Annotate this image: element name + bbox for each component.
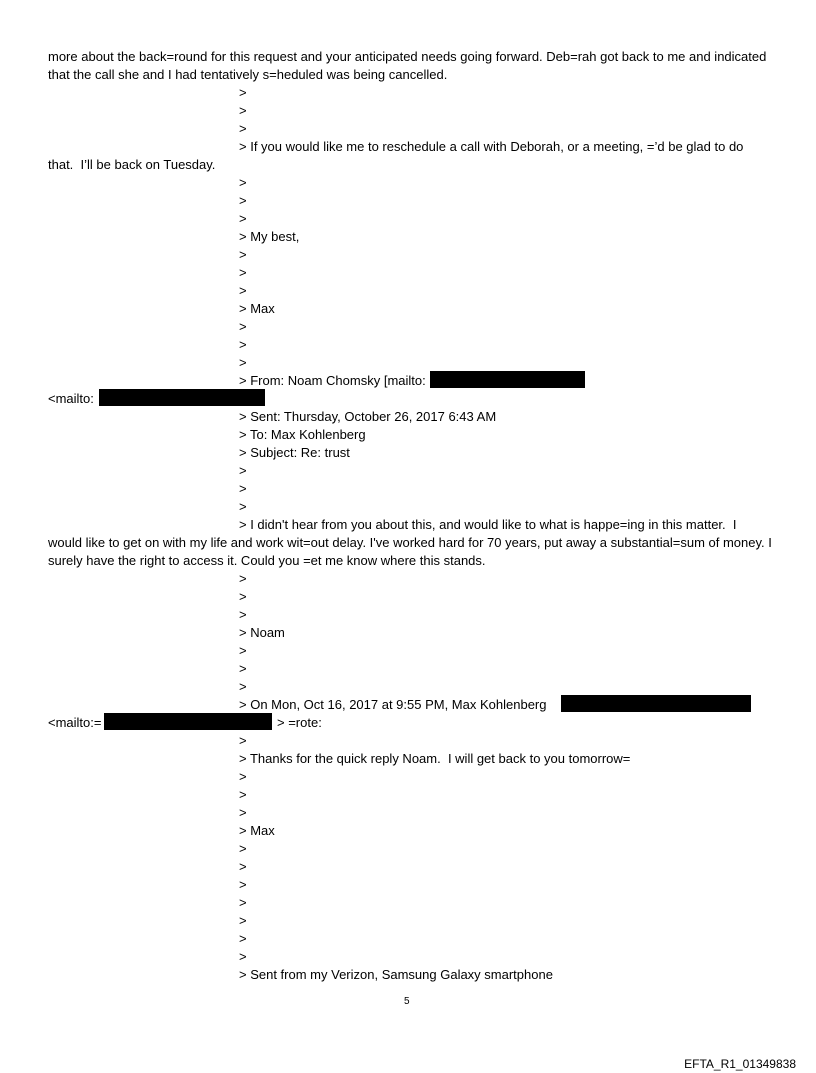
redaction-box (104, 713, 272, 730)
quote-marker: > (239, 877, 247, 892)
document-id-footer: EFTA_R1_01349838 (684, 1057, 796, 1071)
from-line: > From: Noam Chomsky [mailto: (239, 373, 426, 388)
quote-marker: > (239, 283, 247, 298)
quote-marker: > (239, 247, 247, 262)
quote-marker: > (239, 355, 247, 370)
sent-line: > Sent: Thursday, October 26, 2017 6:43 AM (239, 409, 497, 424)
quote-marker: > (239, 859, 247, 874)
mailto-label-2: <mailto:= (48, 715, 102, 730)
quote-marker: > (239, 895, 247, 910)
closing-line: > My best, (239, 229, 300, 244)
wrote-line: > =rote: (277, 715, 322, 730)
quote-marker: > (239, 175, 247, 190)
signature-max-2: > Max (239, 823, 275, 838)
body-paragraph: would like to get on with my life and work wit=out delay. I've worked hard for 70 years, put away a substantial=sum of money. I surely have the right to access it. Could you =et me know where this stands. (48, 535, 772, 568)
quote-marker: > (239, 481, 247, 496)
reschedule-line: > If you would like me to reschedule a call with Deborah, or a meeting, =’d be glad to do (239, 139, 744, 154)
quote-marker: > (239, 193, 247, 208)
quote-marker: > (239, 643, 247, 658)
quote-marker: > (239, 265, 247, 280)
quote-marker: > (239, 463, 247, 478)
quote-marker: > (239, 661, 247, 676)
to-line: > To: Max Kohlenberg (239, 427, 366, 442)
quote-marker: > (239, 769, 247, 784)
sent-from-line: > Sent from my Verizon, Samsung Galaxy smartphone (239, 967, 553, 982)
body-first-line: > I didn't hear from you about this, and would like to what is happe=ing in this matter. I (239, 517, 737, 532)
quote-marker: > (239, 589, 247, 604)
signature-noam: > Noam (239, 625, 285, 640)
quote-marker: > (239, 679, 247, 694)
on-date-line: > On Mon, Oct 16, 2017 at 9:55 PM, Max Kohlenberg (239, 697, 551, 712)
redaction-box (561, 695, 751, 712)
quote-marker: > (239, 607, 247, 622)
quote-marker: > (239, 85, 247, 100)
quote-marker: > (239, 337, 247, 352)
redaction-box (430, 371, 585, 388)
quote-marker: > (239, 949, 247, 964)
reschedule-continuation: that. I’ll be back on Tuesday. (48, 157, 216, 172)
quote-marker: > (239, 121, 247, 136)
mailto-label: <mailto: (48, 391, 94, 406)
signature-max: > Max (239, 301, 275, 316)
page-number: 5 (404, 996, 410, 1007)
quote-marker: > (239, 931, 247, 946)
quote-marker: > (239, 913, 247, 928)
intro-paragraph: more about the back=round for this request and your anticipated needs going forward. Deb=rah got back to me and indicated that the call she and I had tentatively s=heduled was being cancelled. (48, 49, 767, 82)
quote-marker: > (239, 571, 247, 586)
thanks-line: > Thanks for the quick reply Noam. I will get back to you tomorrow= (239, 751, 631, 766)
quote-marker: > (239, 499, 247, 514)
quote-marker: > (239, 319, 247, 334)
quote-marker: > (239, 211, 247, 226)
quote-marker: > (239, 841, 247, 856)
quote-marker: > (239, 805, 247, 820)
quote-marker: > (239, 103, 247, 118)
subject-line: > Subject: Re: trust (239, 445, 350, 460)
redaction-box (99, 389, 265, 406)
quote-marker: > (239, 787, 247, 802)
quote-marker: > (239, 733, 247, 748)
